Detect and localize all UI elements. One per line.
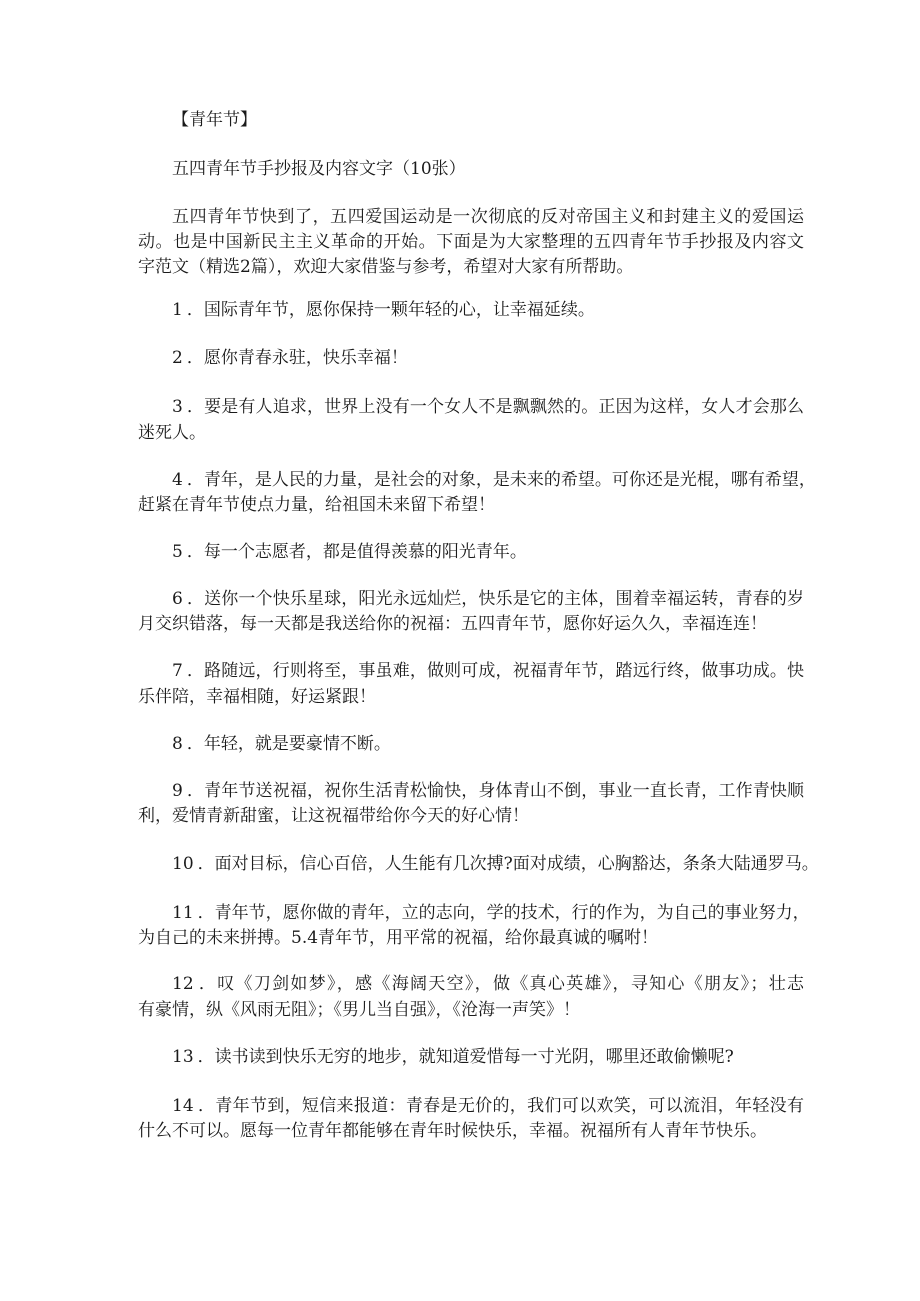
item-number: 13 bbox=[172, 1047, 194, 1067]
item-text-continued: 乐伴陪，幸福相随，好运紧跟！ bbox=[138, 687, 376, 707]
list-item bbox=[172, 344, 804, 373]
intro-line: 五四青年节快到了，五四爱国运动是一次彻底的反对帝国主义和封建主义的爱国运 bbox=[172, 207, 804, 227]
item-text-continued: 有豪情，纵《风雨无阻》；《男儿当自强》，《沧海一声笑》！ bbox=[138, 1000, 580, 1020]
list-item bbox=[172, 296, 804, 325]
item-text: ．青年节到，短信来报道：青春是无价的，我们可以欢笑，可以流泪，年轻没有 bbox=[197, 1096, 804, 1116]
item-text: ．路随远，行则将至，事虽难，做则可成，祝福青年节，踏远行终，做事功成。快 bbox=[186, 661, 804, 681]
item-text-continued: 迷死人。 bbox=[138, 423, 206, 443]
item-text: ．国际青年节，愿你保持一颗年轻的心，让幸福延续。 bbox=[186, 300, 595, 320]
item-text: ．每一个志愿者，都是值得羡慕的阳光青年。 bbox=[186, 542, 527, 562]
item-number: 6 bbox=[172, 589, 183, 609]
item-text: ．青年节，愿你做的青年，立的志向，学的技术，行的作为，为自己的事业努力， bbox=[197, 903, 810, 923]
item-number: 3 bbox=[172, 397, 183, 417]
document-subtitle: 五四青年节手抄报及内容文字（10张） bbox=[172, 159, 466, 179]
item-text: ．年轻，就是要豪情不断。 bbox=[186, 734, 391, 754]
item-text-continued: 赶紧在青年节使点力量，给祖国未来留下希望！ bbox=[138, 495, 495, 515]
list-item bbox=[172, 730, 804, 759]
item-number: 7 bbox=[172, 661, 183, 681]
item-text-continued: 月交织错落，每一天都是我送给你的祝福：五四青年节，愿你好运久久，幸福连连！ bbox=[138, 614, 767, 634]
item-text: ．青年，是人民的力量，是社会的对象，是未来的希望。可你还是光棍，哪有希望， bbox=[186, 470, 816, 490]
item-text: ．读书读到快乐无穷的地步，就知道爱惜每一寸光阴，哪里还敢偷懒呢? bbox=[197, 1047, 734, 1067]
intro-line: 动。也是中国新民主主义革命的开始。下面是为大家整理的五四青年节手抄报及内容文 bbox=[138, 232, 804, 252]
item-number: 4 bbox=[172, 470, 183, 490]
document-heading: 【青年节】 bbox=[172, 110, 257, 130]
item-number: 12 bbox=[172, 974, 194, 994]
intro-line: 字范文（精选2篇），欢迎大家借鉴与参考，希望对大家有所帮助。 bbox=[138, 257, 634, 277]
item-number: 5 bbox=[172, 542, 183, 562]
item-text-continued: 利，爱情青新甜蜜，让这祝福带给你今天的好心情！ bbox=[138, 806, 529, 826]
item-number: 2 bbox=[172, 348, 183, 368]
item-number: 9 bbox=[172, 781, 183, 801]
item-number: 11 bbox=[172, 903, 194, 923]
list-item bbox=[172, 850, 819, 879]
item-number: 14 bbox=[172, 1096, 194, 1116]
list-item bbox=[172, 393, 804, 422]
item-text: ．愿你青春永驻，快乐幸福！ bbox=[186, 348, 408, 368]
list-item bbox=[172, 538, 804, 567]
item-text: ．要是有人追求，世界上没有一个女人不是飘飘然的。正因为这样，女人才会那么 bbox=[186, 397, 804, 417]
item-text: ．面对目标，信心百倍，人生能有几次搏?面对成绩，心胸豁达，条条大陆通罗马。 bbox=[197, 854, 819, 874]
item-text: ．青年节送祝福，祝你生活青松愉快，身体青山不倒，事业一直长青，工作青快顺 bbox=[186, 781, 804, 801]
list-item bbox=[172, 1043, 804, 1072]
list-item bbox=[172, 657, 804, 686]
item-text: ．送你一个快乐星球，阳光永远灿烂，快乐是它的主体，围着幸福运转，青春的岁 bbox=[186, 589, 804, 609]
item-text: ．叹《刀剑如梦》，感《海阔天空》，做《真心英雄》，寻知心《朋友》；壮志 bbox=[197, 974, 804, 994]
item-number: 10 bbox=[172, 854, 194, 874]
item-number: 1 bbox=[172, 300, 183, 320]
item-text-continued: 为自己的未来拼搏。5.4青年节，用平常的祝福，给你最真诚的嘱咐！ bbox=[138, 928, 659, 948]
item-text-continued: 什么不可以。愿每一位青年都能够在青年时候快乐，幸福。祝福所有人青年节快乐。 bbox=[138, 1121, 767, 1141]
list-item bbox=[172, 970, 804, 999]
item-number: 8 bbox=[172, 734, 183, 754]
